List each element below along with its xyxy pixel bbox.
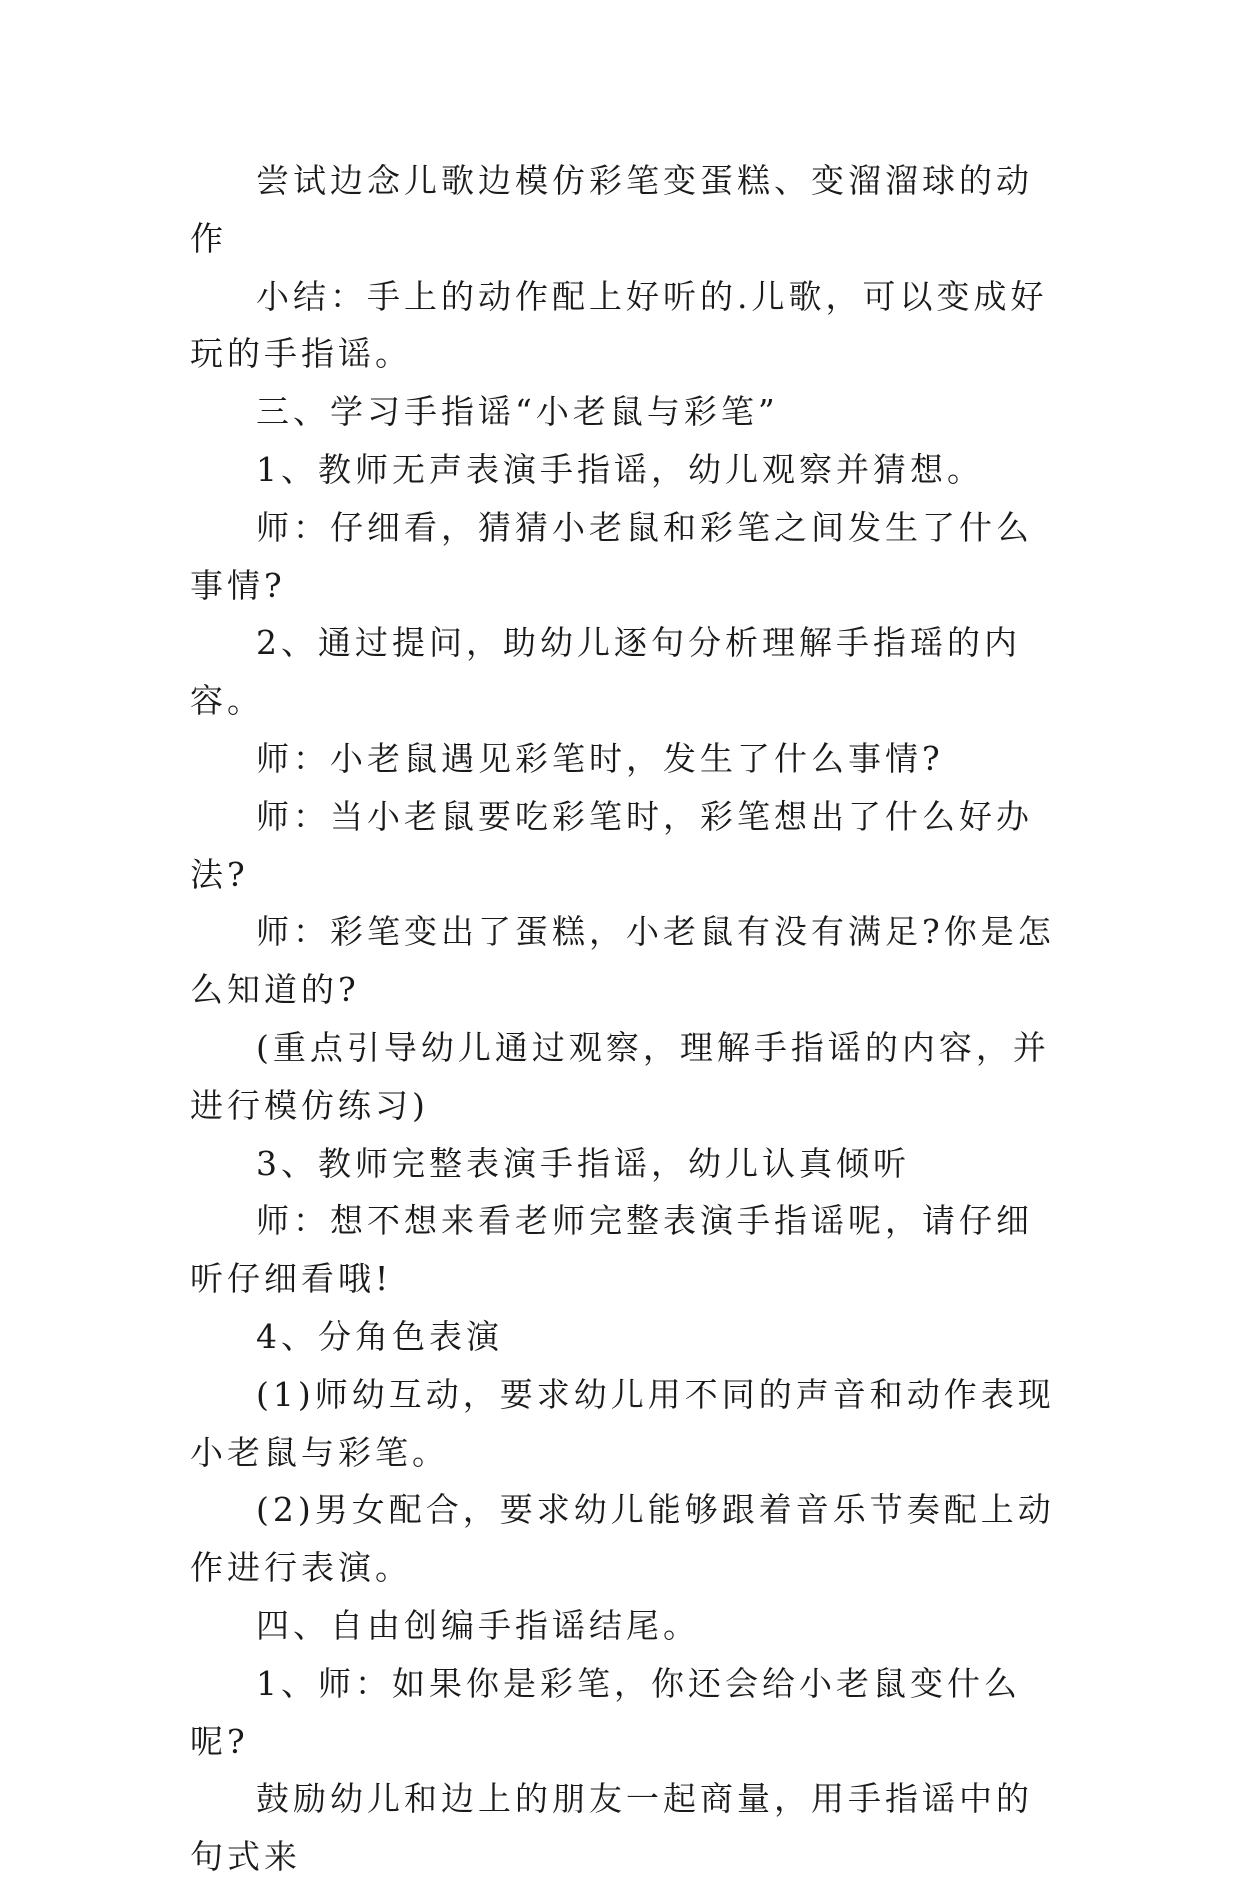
paragraph-16: 四、自由创编手指谣结尾。 — [256, 1605, 700, 1645]
paragraph-15: (2)男女配合，要求幼儿能够跟着音乐节奏配上动作进行表演。 — [190, 1490, 1055, 1588]
paragraph-18: 鼓励幼儿和边上的朋友一起商量，用手指谣中的句式来 — [190, 1779, 1033, 1877]
paragraph-8: 师：当小老鼠要吃彩笔时，彩笔想出了什么好办法? — [190, 796, 1033, 894]
paragraph-17: 1、师：如果你是彩笔，你还会给小老鼠变什么呢? — [190, 1663, 1021, 1761]
paragraph-12: 师：想不想来看老师完整表演手指谣呢，请仔细听仔细看哦! — [190, 1201, 1033, 1299]
paragraph-14: (1)师幼互动，要求幼儿用不同的声音和动作表现小老鼠与彩笔。 — [190, 1374, 1055, 1472]
paragraph-1: 尝试边念儿歌边模仿彩笔变蛋糕、变溜溜球的动作 — [190, 161, 1033, 258]
paragraph-2: 小结：手上的动作配上好听的.儿歌，可以变成好玩的手指谣。 — [190, 276, 1048, 374]
paragraph-10: (重点引导幼儿通过观察，理解手指谣的内容，并进行模仿练习) — [190, 1027, 1050, 1125]
paragraph-7: 师：小老鼠遇见彩笔时，发生了什么事情? — [256, 738, 944, 778]
paragraph-13: 4、分角色表演 — [256, 1316, 503, 1356]
paragraph-11: 3、教师完整表演手指谣，幼儿认真倾听 — [256, 1143, 910, 1183]
body-text — [190, 152, 1056, 1886]
paragraph-4: 1、教师无声表演手指谣，幼儿观察并猜想。 — [256, 449, 984, 489]
paragraph-9: 师：彩笔变出了蛋糕，小老鼠有没有满足?你是怎么知道的? — [190, 912, 1055, 1010]
paragraph-6: 2、通过提问，助幼儿逐句分析理解手指瑶的内容。 — [190, 623, 1021, 721]
paragraph-5: 师：仔细看，猜猜小老鼠和彩笔之间发生了什么事情? — [190, 507, 1033, 605]
paragraph-3: 三、学习手指谣“小老鼠与彩笔” — [256, 392, 779, 432]
